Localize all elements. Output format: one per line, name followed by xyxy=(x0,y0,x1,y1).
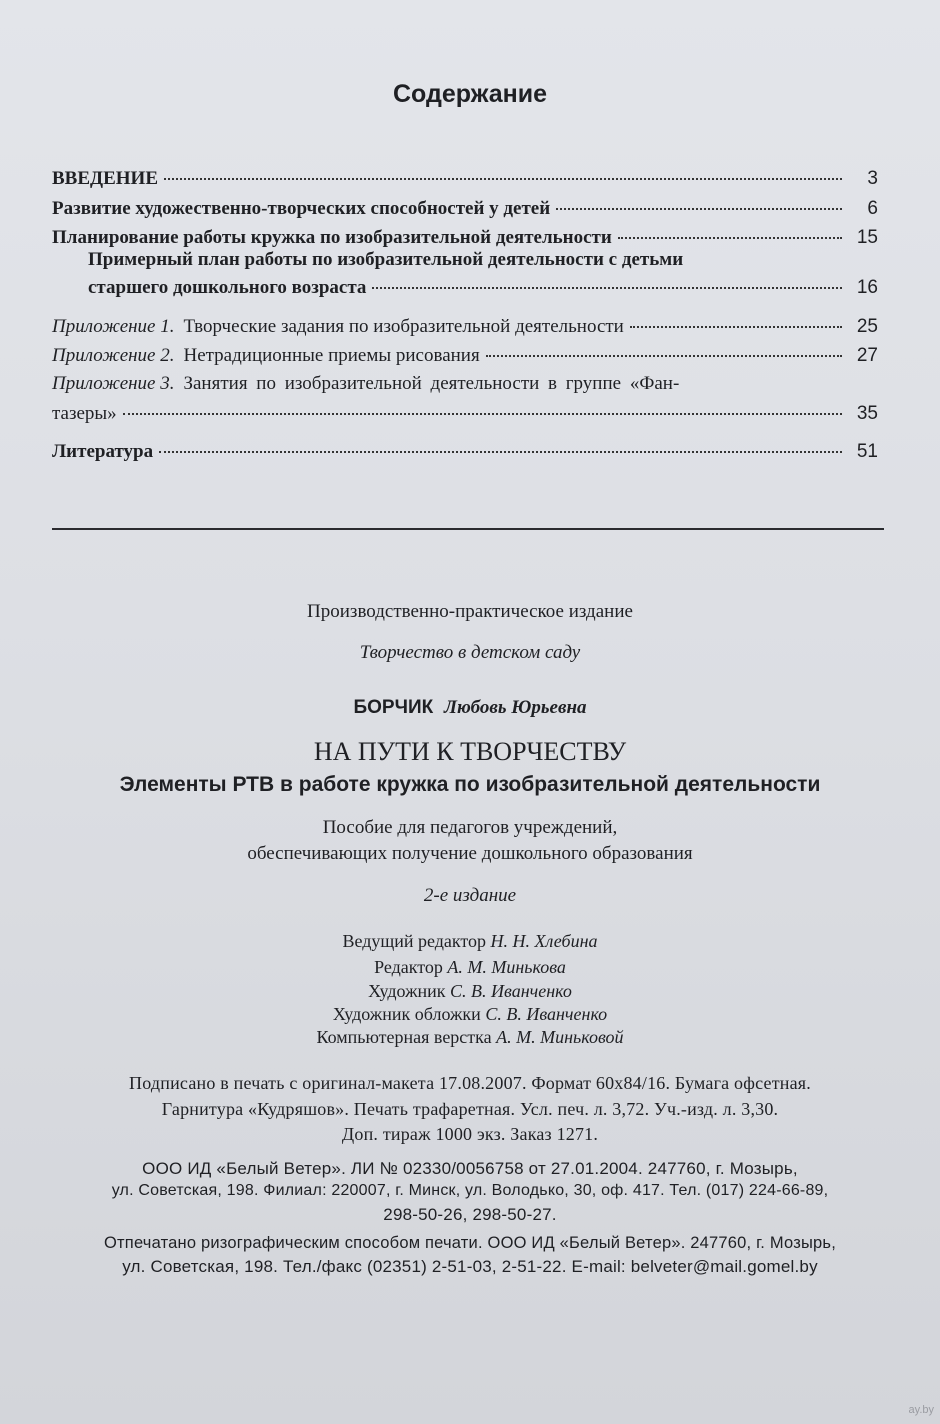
toc-item-label: Развитие художественно-творческих способностей у детей xyxy=(52,198,551,219)
credit-name: С. В. Иванченко xyxy=(485,1004,608,1024)
credit-artist xyxy=(0,981,940,1002)
credit-name: А. М. Минькова xyxy=(447,957,566,977)
leader-dots xyxy=(372,287,842,289)
publisher-line-1: ООО ИД «Белый Ветер». ЛИ № 02330/0056758 от 27.01.2004. 247760, г. Мозырь, xyxy=(142,1159,798,1178)
toc-item-label: Занятия по изобразительной деятельности в группе «Фан- xyxy=(183,373,680,394)
toc-item-appendix-3-line1 xyxy=(52,373,878,395)
credit-role: Компьютерная верстка xyxy=(316,1027,492,1047)
credit-role: Художник xyxy=(368,981,446,1001)
credit-layout xyxy=(0,1027,940,1048)
toc-item-development xyxy=(52,198,878,220)
divider-line xyxy=(52,528,884,530)
toc-item-page: 27 xyxy=(856,345,878,366)
toc-item-plan xyxy=(88,277,878,299)
appendix-prefix: Приложение 2. xyxy=(52,345,175,366)
book-subtitle: Элементы РТВ в работе кружка по изобразительной деятельности xyxy=(119,773,821,796)
leader-dots xyxy=(159,451,842,453)
credit-editor xyxy=(0,957,940,978)
leader-dots xyxy=(123,413,842,415)
printer-line-2: ул. Советская, 198. Тел./факс (02351) 2-51-03, 2-51-22. E-mail: belveter@mail.gomel.by xyxy=(122,1257,818,1276)
author xyxy=(0,697,940,719)
toc-item-page: 51 xyxy=(856,441,878,462)
author-surname: БОРЧИК xyxy=(353,697,434,718)
book-title: НА ПУТИ К ТВОРЧЕСТВУ xyxy=(313,737,627,766)
leader-dots xyxy=(486,355,842,357)
leader-dots xyxy=(164,178,842,180)
toc-item-appendix-1 xyxy=(52,316,878,338)
edition-type: Производственно-практическое издание xyxy=(307,601,633,622)
toc-item-label: ВВЕДЕНИЕ xyxy=(52,168,158,189)
toc-item-page: 35 xyxy=(856,403,878,424)
toc-item-page: 15 xyxy=(856,227,878,248)
toc-item-label: Литература xyxy=(52,441,154,462)
imprint-line-3: Доп. тираж 1000 экз. Заказ 1271. xyxy=(341,1124,599,1144)
toc-item-introduction xyxy=(52,168,878,190)
appendix-prefix: Приложение 1. xyxy=(52,316,175,337)
printer-line-1: Отпечатано ризографическим способом печати. ООО ИД «Белый Ветер». 247760, г. Мозырь, xyxy=(104,1234,836,1252)
credit-lead-editor xyxy=(0,931,940,952)
toc-item-label: старшего дошкольного возраста xyxy=(88,277,367,298)
credit-name: А. М. Миньковой xyxy=(496,1027,624,1047)
toc-item-literature xyxy=(52,441,878,463)
toc-item-appendix-3 xyxy=(52,403,878,425)
toc-title: Содержание xyxy=(392,80,548,108)
imprint-line-2: Гарнитура «Кудряшов». Печать трафаретная. Усл. печ. л. 3,72. Уч.-изд. л. 3,30. xyxy=(161,1099,779,1119)
toc-item-label: Творческие задания по изобразительной деятельности xyxy=(183,316,624,337)
purpose-line-2: обеспечивающих получение дошкольного образования xyxy=(247,843,693,864)
credit-role: Ведущий редактор xyxy=(342,931,487,951)
watermark: ay.by xyxy=(908,1404,934,1416)
toc-item-planning xyxy=(52,227,878,249)
credit-cover-artist xyxy=(0,1004,940,1025)
credit-role: Художник обложки xyxy=(332,1004,481,1024)
toc-item-page: 6 xyxy=(867,198,878,219)
credit-role: Редактор xyxy=(374,957,443,977)
series-title: Творчество в детском саду xyxy=(359,642,581,663)
leader-dots xyxy=(618,237,842,239)
edition-number: 2-е издание xyxy=(423,885,517,906)
toc-item-page: 3 xyxy=(867,168,878,189)
credit-name: С. В. Иванченко xyxy=(450,981,572,1001)
imprint-line-1: Подписано в печать с оригинал-макета 17.08.2007. Формат 60x84/16. Бумага офсетная. xyxy=(129,1073,811,1093)
appendix-prefix: Приложение 3. xyxy=(52,373,175,394)
publisher-line-2: ул. Советская, 198. Филиал: 220007, г. Минск, ул. Володько, 30, оф. 417. Тел. (017) 224-66-89, xyxy=(111,1182,829,1199)
toc-item-appendix-2 xyxy=(52,345,878,367)
toc-item-page: 16 xyxy=(856,277,878,298)
leader-dots xyxy=(556,208,842,210)
toc-item-plan-line1: Примерный план работы по изобразительной деятельности с детьми xyxy=(88,249,684,270)
leader-dots xyxy=(630,326,842,328)
toc-item-label: тазеры» xyxy=(52,403,117,424)
purpose-line-1: Пособие для педагогов учреждений, xyxy=(322,817,618,838)
author-name: Любовь Юрьевна xyxy=(443,697,587,718)
toc-item-label: Нетрадиционные приемы рисования xyxy=(183,345,480,366)
credit-name: Н. Н. Хлебина xyxy=(490,931,598,951)
toc-item-label: Планирование работы кружка по изобразительной деятельности xyxy=(52,227,612,248)
publisher-line-3: 298-50-26, 298-50-27. xyxy=(383,1205,557,1224)
toc-item-page: 25 xyxy=(856,316,878,337)
